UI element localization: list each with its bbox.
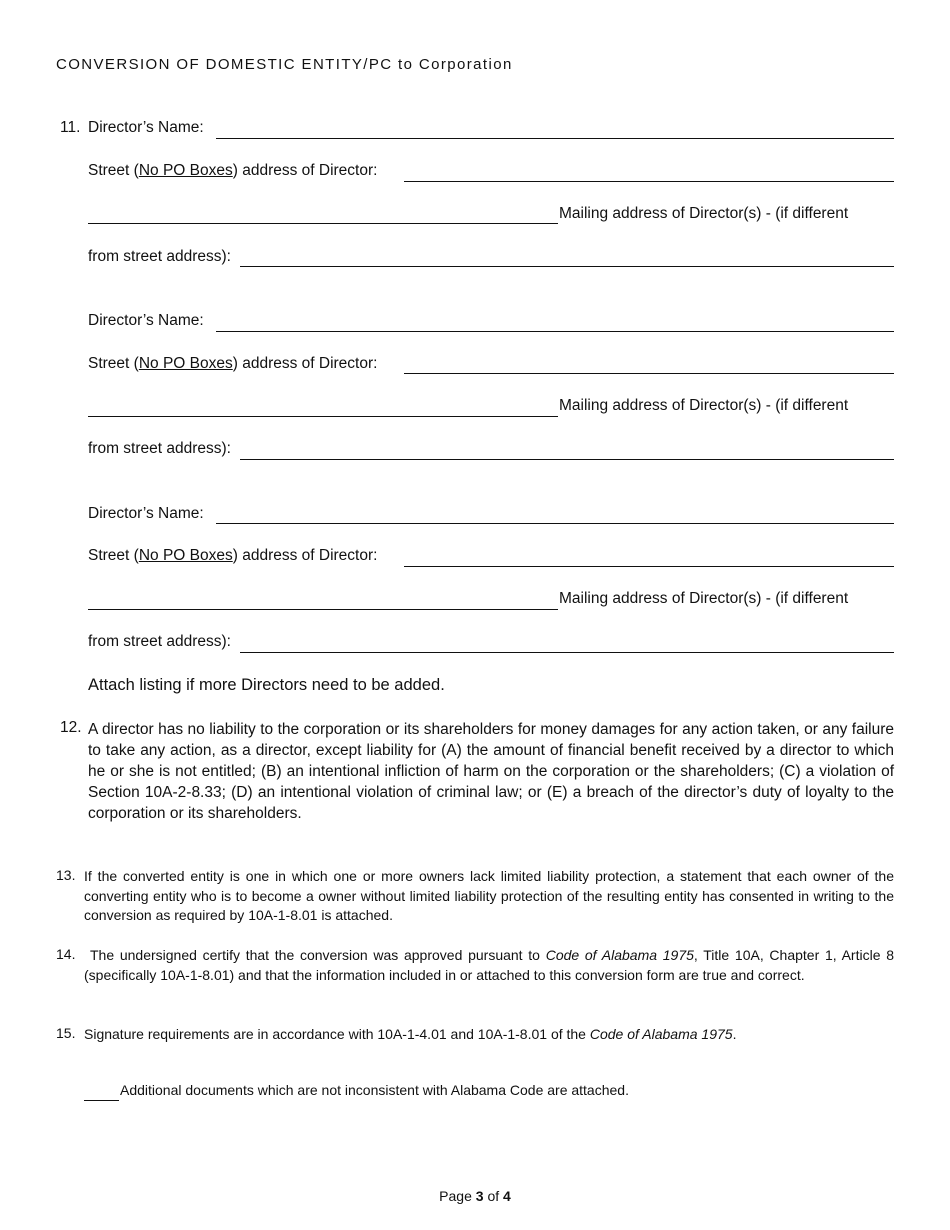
additional-documents-label: Additional documents which are not inconsistent with Alabama Code are attached. <box>120 1082 629 1098</box>
code-of-alabama-ref: Code of Alabama 1975 <box>589 1026 733 1042</box>
street-address-continued-field-3[interactable] <box>88 609 558 610</box>
street-address-field-1[interactable] <box>404 181 894 182</box>
no-po-boxes-text: No PO Boxes <box>138 547 233 564</box>
mailing-address-label: Mailing address of Director(s) - (if different <box>559 397 849 414</box>
street-address-continued-field-1[interactable] <box>88 223 558 224</box>
limited-liability-statement: If the converted entity is one in which one or more owners lack limited liability protection, a statement that each owner of the converting entity who is to become a owner without limited liability protection of the resulting entity has consented in writing to the conversion as required by 10A-1-8.01 is attached. <box>84 868 894 923</box>
mailing-address-label: Mailing address of Director(s) - (if different <box>559 590 849 607</box>
item-number-14: 14. <box>56 946 76 962</box>
item-number-13: 13. <box>56 867 76 883</box>
mailing-address-field-3[interactable] <box>240 652 894 653</box>
item-number-15: 15. <box>56 1025 76 1041</box>
signature-requirements-paragraph: Signature requirements are in accordance with 10A-1-4.01 and 10A-1-8.01 of the Code of Alabama 1975. <box>84 1026 737 1042</box>
director-name-label: Director’s Name: <box>88 119 204 136</box>
page-number-footer: Page 3 of 4 <box>439 1188 511 1204</box>
street-address-field-2[interactable] <box>404 373 894 374</box>
no-po-boxes-text: No PO Boxes <box>138 355 233 372</box>
from-street-address-label: from street address): <box>88 248 231 265</box>
from-street-address-label: from street address): <box>88 633 231 650</box>
director-name-label: Director’s Name: <box>88 505 204 522</box>
from-street-address-label: from street address): <box>88 440 231 457</box>
director-name-label: Director’s Name: <box>88 312 204 329</box>
code-of-alabama-ref: Code of Alabama 1975 <box>545 947 694 963</box>
director-name-field-3[interactable] <box>216 523 894 524</box>
street-address-label: Street (No PO Boxes) address of Director: <box>88 162 378 179</box>
attach-listing-note: Attach listing if more Directors need to be added. <box>88 676 445 694</box>
mailing-address-field-1[interactable] <box>240 266 894 267</box>
mailing-address-field-2[interactable] <box>240 459 894 460</box>
director-name-field-1[interactable] <box>216 138 894 139</box>
page-header-title: CONVERSION OF DOMESTIC ENTITY/PC to Corporation <box>56 56 513 73</box>
additional-documents-check-field[interactable] <box>84 1100 119 1101</box>
no-po-boxes-text: No PO Boxes <box>138 162 233 179</box>
director-liability-paragraph: A director has no liability to the corporation or its shareholders for money damages for any action taken, or any failure to take any action, as a director, except liability for (A) the amount of financial benefit received by a director to which he or she is not entitled; (B) an intentional infliction of harm on the corporation or the shareholders; (C) a violation of Section 10A-2-8.33; (D) an intentional violation of criminal law; or (E) a breach of the director’s duty of loyalty to the corporation or its shareholders. <box>88 721 894 822</box>
street-address-label: Street (No PO Boxes) address of Director: <box>88 547 378 564</box>
street-address-label: Street (No PO Boxes) address of Director: <box>88 355 378 372</box>
certification-paragraph: The undersigned certify that the conversion was approved pursuant to Code of Alabama 1975, Title 10A, Chapter 1, Article 8 (specifically 10A-1-8.01) and that the information included in or attached to this conversion form are true and correct. <box>84 947 894 983</box>
street-address-continued-field-2[interactable] <box>88 416 558 417</box>
mailing-address-label: Mailing address of Director(s) - (if different <box>559 205 849 222</box>
item-number-11: 11. <box>60 119 81 136</box>
street-address-field-3[interactable] <box>404 566 894 567</box>
item-number-12: 12. <box>60 719 82 736</box>
director-name-field-2[interactable] <box>216 331 894 332</box>
